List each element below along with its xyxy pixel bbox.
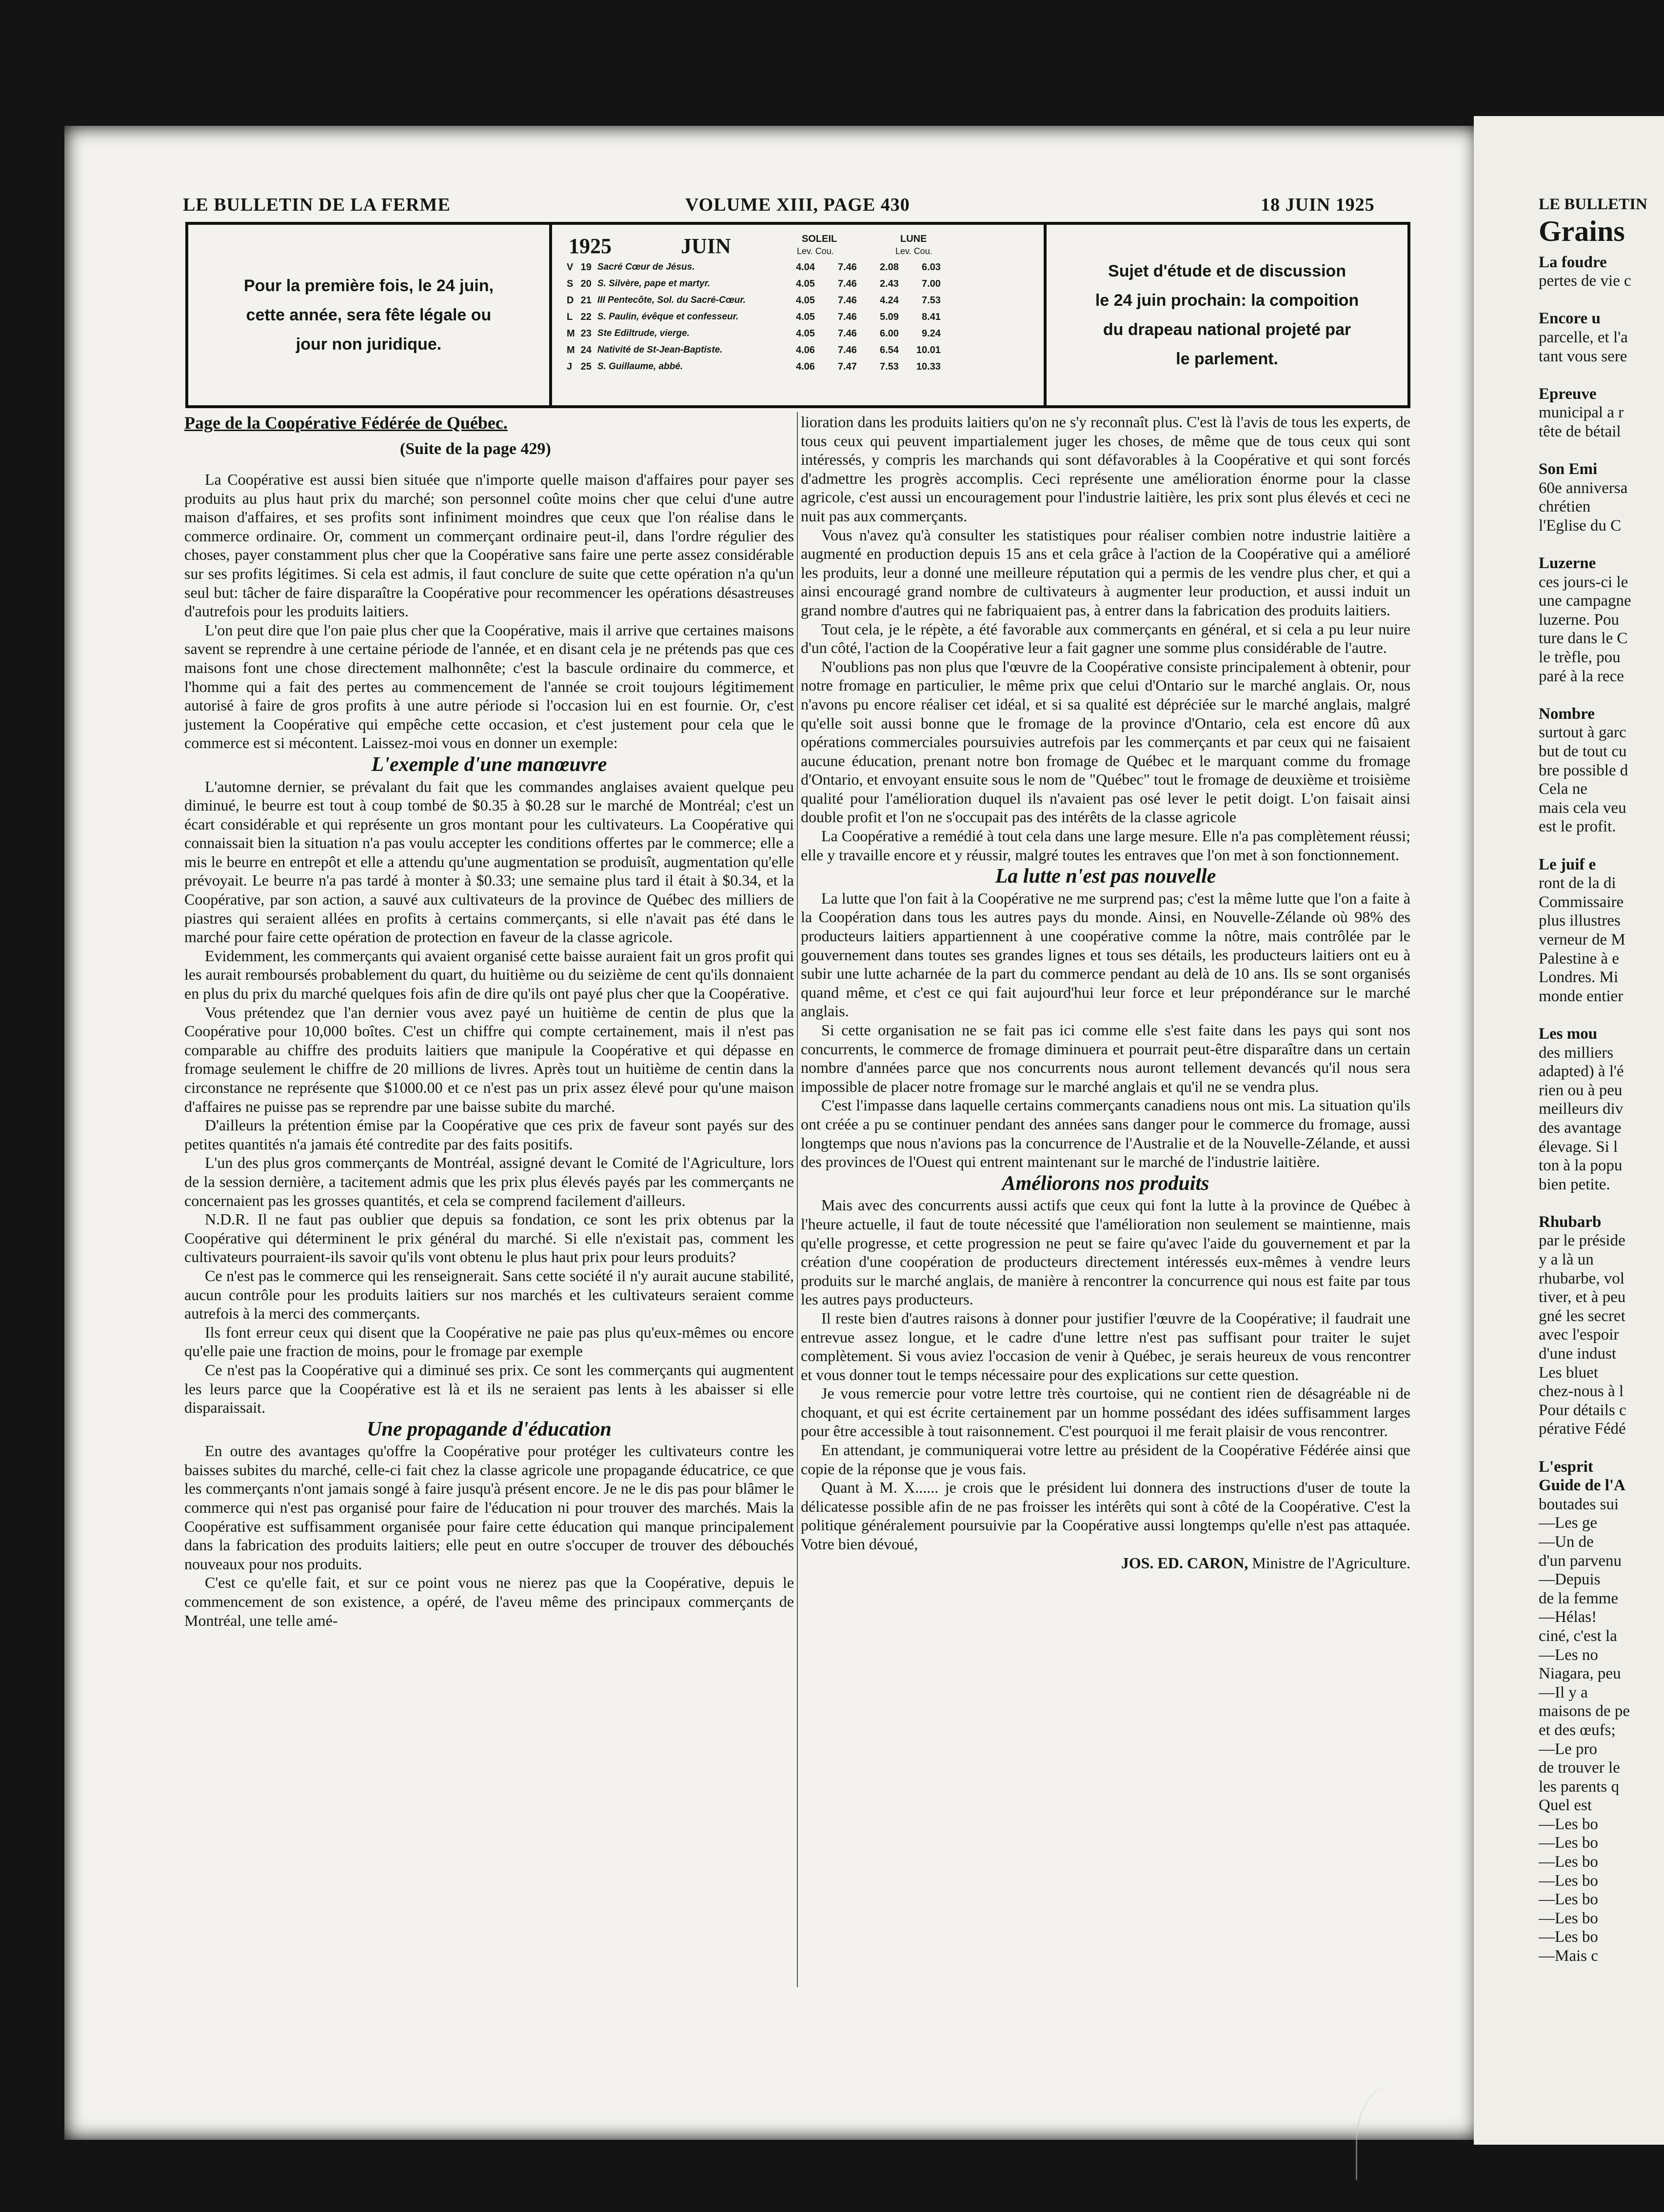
section-title: Page de la Coopérative Fédérée de Québec. <box>184 413 508 433</box>
moonset: 10.33 <box>916 361 941 372</box>
calendar-row <box>564 276 944 292</box>
header-volume-page: VOLUME XIII, PAGE 430 <box>685 195 910 215</box>
paragraph: N.D.R. Il ne faut pas oublier que depuis sa fondation, ce sont les prix obtenus par la Coopérative qui déterminent le prix général du marché. Si elle n'existait pas, comment les cultivateurs pourraient-ils savoir qu'ils vont obtenu le plus haut prix pour leurs produits? <box>184 1210 794 1266</box>
adjacent-line: —Les bo <box>1539 1872 1598 1890</box>
sunrise: 4.04 <box>795 261 815 273</box>
paragraph: L'un des plus gros commerçants de Montréal, assigné devant le Comité de l'Agriculture, lors de la session dernière, a tacitement admis que les prix plus élevés payés par les commerçants ne concernaient pas les grosses quantités, et cela se comprend facilement d'ailleurs. <box>184 1154 794 1209</box>
article-column-2 <box>801 413 1410 1572</box>
sunset: 7.46 <box>837 328 857 339</box>
moon-header: LUNE <box>900 234 927 244</box>
calendar-day: 21 <box>580 295 592 306</box>
paragraph: Ce n'est pas le commerce qui les renseignerait. Sans cette société il n'y aurait aucune stabilité, aucun contrôle pour les produits laitiers sur nos marchés et les cultivateurs seraient comme autrefois à la merci des commerçants. <box>184 1266 794 1323</box>
adjacent-line: pérative Fédé <box>1539 1420 1626 1438</box>
notice-line: cette année, sera fête légale ou <box>246 306 492 324</box>
adjacent-line: La foudre <box>1539 253 1607 271</box>
adjacent-line: tant vous sere <box>1539 347 1627 365</box>
adjacent-line: Nombre <box>1539 705 1595 723</box>
sun-subheader: Lev. Cou. <box>797 246 834 256</box>
paragraph: Vous n'avez qu'à consulter les statistiques pour réaliser combien notre industrie laitière a augmenté en production depuis 15 ans et cela grâce à l'action de la Coopérative qui a amélioré les produits, leur a donné une meilleure réputation qui a permis de les vendre plus cher, et qui a ainsi encouragé grand nombre de cultivateurs à augmenter leur production, et aussi induit un grand nombre d'autres qui ne fabriquaient pas, à entrer dans la fabrication des produits laitiers. <box>801 526 1410 619</box>
adjacent-line: 60e anniversa <box>1539 479 1628 497</box>
signature <box>801 1554 1410 1573</box>
adjacent-line: d'une indust <box>1539 1345 1617 1363</box>
sunrise: 4.05 <box>795 328 815 339</box>
adjacent-line <box>1539 366 1664 385</box>
adjacent-line <box>1539 1194 1664 1213</box>
adjacent-line: Cela ne <box>1539 780 1587 798</box>
adjacent-line: des avantage <box>1539 1119 1622 1137</box>
sunset: 7.46 <box>837 278 857 289</box>
adjacent-line: —Les ge <box>1539 1514 1598 1532</box>
paragraph: Mais avec des concurrents aussi actifs que ceux qui font la lutte à la province de Québec à l'heure actuelle, il faut de toute nécessité que l'amélioration non seulement se maintienne, mais qu'elle progresse, et cette progression ne peut se faire qu'avec l'aide du gouvernement et par la création d'une coopération de producteurs directement intéressés eux-mêmes à vendre leurs produits sur le marché anglais, de manière à rencontrer la concurrence qui nous est faite par tous les autres pays producteurs. <box>801 1196 1410 1308</box>
adjacent-line: y a là un <box>1539 1251 1594 1269</box>
adjacent-line: Les mou <box>1539 1025 1598 1043</box>
calendar-row <box>564 292 944 309</box>
sunset: 7.46 <box>837 295 857 306</box>
paragraph: L'automne dernier, se prévalant du fait que les commandes anglaises avaient quelque peu diminué, le beurre est tout à coup tombé de $0.35 à $0.28 sur le marché de Montréal; c'est un écart considérable et qui représente un gros montant pour les cultivateurs. La Coopérative qui connaissait bien la situation n'a pas voulu accepter les conditions offertes par le commerce; elle a mis le beurre en entrepôt et elle a attendu qu'une augmentation se produisît, augmentation qu'elle prévoyait. Le beurre n'a pas tardé à monter à $0.33; une semaine plus tard il était à $0.34, et la Coopérative, par son action, a sauvé aux cultivateurs de la province de Québec des milliers de piastres qui seraient allées en profits à certains commerçants, si elle n'avait pas été dans le marché pour faire cette opération de protection en faveur de la classe agricole. <box>184 777 794 946</box>
header-date: 18 JUIN 1925 <box>1261 195 1375 215</box>
adjacent-line <box>1539 836 1664 855</box>
info-box <box>185 222 1410 408</box>
moonset: 9.24 <box>921 328 941 339</box>
notice-line: Sujet d'étude et de discussion <box>1108 262 1346 280</box>
notice-line: du drapeau national projeté par <box>1103 320 1351 339</box>
adjacent-page-text <box>1539 195 1664 1966</box>
calendar-day: 22 <box>580 311 592 322</box>
adjacent-line: les parents q <box>1539 1778 1619 1796</box>
paragraph: Ce n'est pas la Coopérative qui a diminué ses prix. Ce sont les commerçants qui augmentent les leurs parce que la Coopérative est là et ils ne seraient pas lents à les abaisser si elle disparaissait. <box>184 1361 794 1417</box>
adjacent-line: Rhubarb <box>1539 1213 1602 1231</box>
paragraph: Il reste bien d'autres raisons à donner pour justifier l'œuvre de la Coopérative; il faudrait une entrevue assez longue, et le cadre d'une lettre n'est pas suffisant pour traiter le sujet complètement. Si vous aviez l'occasion de venir à Québec, je serais heureux de vous rencontrer et vous donner tout le temps nécessaire pour des explications sur cette question. <box>801 1309 1410 1383</box>
adjacent-line: Encore u <box>1539 310 1601 328</box>
calendar-day: 23 <box>580 328 592 339</box>
adjacent-line: Epreuve <box>1539 385 1597 403</box>
adjacent-line: adapted) à l'é <box>1539 1063 1624 1081</box>
adjacent-line: Niagara, peu <box>1539 1665 1621 1683</box>
adjacent-title: Grains <box>1539 215 1625 247</box>
running-header <box>183 194 1407 214</box>
adjacent-line: —Un de <box>1539 1533 1594 1551</box>
notice-line: jour non juridique. <box>296 335 442 354</box>
paragraph: La Coopérative est aussi bien située que n'importe quelle maison d'affaires pour payer ses produits au plus haut prix du marché; son personnel coûte moins cher que celui d'une autre maison d'affaires, et ses profits sont infiniment moindres que ceux que l'on réalise dans le commerce ordinaire. Or, comment un commerçant ordinaire peut-il, dans l'ordre régulier des choses, payer constamment plus cher que la Coopérative sans faire une perte assez considérable sur ses profits légitimes. Si cela est admis, il faut conclure de suite que cette opération n'a qu'un seul but: tâcher de faire disparaître la Coopérative pour recommencer les opérations désastreuses d'autrefois pour les produits laitiers. <box>184 471 794 620</box>
adjacent-line: but de tout cu <box>1539 743 1627 761</box>
sun-header: SOLEIL <box>802 234 837 244</box>
adjacent-line <box>1539 441 1664 460</box>
calendar-weekday: L <box>567 311 573 322</box>
adjacent-line: chrétien <box>1539 498 1591 516</box>
adjacent-line: —Il y a <box>1539 1683 1588 1701</box>
adjacent-line: Son Emi <box>1539 460 1598 478</box>
paragraph: D'ailleurs la prétention émise par la Coopérative que ces prix de faveur sont payés sur des petites quantités n'a jamais été contredite par des faits positifs. <box>184 1116 794 1153</box>
paragraph: Je vous remercie pour votre lettre très courtoise, qui ne contient rien de désagréable ni de choquant, et qui est écrite certainement par un homme possédant des idées suffisamment larges pour être accessible à tout raisonnement. C'est pourquoi il me ferait plaisir de vous rencontrer. <box>801 1384 1410 1440</box>
adjacent-line <box>1539 686 1664 705</box>
subheading: Une propagande d'éducation <box>367 1418 612 1441</box>
sunset: 7.46 <box>837 344 857 356</box>
calendar-day: 24 <box>580 344 592 356</box>
calendar-row <box>564 259 944 276</box>
sunrise: 4.05 <box>795 278 815 289</box>
paragraph: Ils font erreur ceux qui disent que la Coopérative ne paie pas plus qu'eux-mêmes ou encore qu'elle paie une fraction de moins, pour le fromage par exemple <box>184 1323 794 1360</box>
continued-note: (Suite de la page 429) <box>400 440 551 458</box>
adjacent-header: LE BULLETIN <box>1539 196 1647 213</box>
adjacent-line: ture dans le C <box>1539 630 1628 648</box>
calendar-row <box>564 342 944 358</box>
calendar-feast: S. Guillaume, abbé. <box>597 361 683 372</box>
adjacent-line: Les bluet <box>1539 1363 1598 1382</box>
paragraph: Evidemment, les commerçants qui avaient organisé cette baisse auraient fait un gros profit qui les aurait remboursés probablement du quart, du huitième ou du seizième de cent qu'ils donnaient en plus du prix du marché quelques fois afin de dire qu'ils ont payé plus cher que la Coopérative. <box>184 947 794 1003</box>
adjacent-line: ces jours-ci le <box>1539 573 1628 591</box>
adjacent-line: —Les no <box>1539 1646 1598 1664</box>
adjacent-line: —Le pro <box>1539 1740 1598 1758</box>
adjacent-line: Quel est <box>1539 1797 1592 1815</box>
moonset: 8.41 <box>921 311 941 322</box>
adjacent-line: monde entier <box>1539 987 1624 1005</box>
adjacent-line <box>1539 291 1664 310</box>
adjacent-line: pertes de vie c <box>1539 272 1631 290</box>
adjacent-line: Commissaire <box>1539 893 1624 911</box>
adjacent-line: Londres. Mi <box>1539 968 1619 987</box>
paragraph: C'est ce qu'elle fait, et sur ce point vous ne nierez pas que la Coopérative, depuis le commencement de son existence, a opéré, de l'aveu même des principaux commerçants de Montréal, une telle amé- <box>184 1574 794 1629</box>
calendar-weekday: S <box>567 278 574 289</box>
calendar-feast: S. Silvère, pape et martyr. <box>597 278 711 289</box>
adjacent-line <box>1539 535 1664 554</box>
calendar-row <box>564 358 944 375</box>
adjacent-line: ton à la popu <box>1539 1157 1623 1175</box>
moon-subheader: Lev. Cou. <box>895 246 932 256</box>
calendar-weekday: J <box>567 361 573 372</box>
adjacent-line: avec l'espoir <box>1539 1326 1619 1344</box>
adjacent-line: bre possible d <box>1539 761 1628 779</box>
adjacent-line: Luzerne <box>1539 554 1596 573</box>
adjacent-line: élevage. Si l <box>1539 1138 1618 1156</box>
sunset: 7.46 <box>837 311 857 322</box>
subheading: L'exemple d'une manœuvre <box>371 753 607 776</box>
article-column-1 <box>184 470 794 1630</box>
adjacent-line: verneur de M <box>1539 930 1625 948</box>
adjacent-line: municipal a r <box>1539 404 1624 422</box>
adjacent-line: boutades sui <box>1539 1495 1619 1513</box>
calendar-feast: S. Paulin, évêque et confesseur. <box>597 312 739 322</box>
moonrise: 4.24 <box>879 295 899 306</box>
adjacent-line: —Les bo <box>1539 1853 1598 1871</box>
paragraph: Si cette organisation ne se fait pas ici comme elle s'est faite dans les pays qui sont nos concurrents, le commerce de fromage diminuera et pourrait peut-être disparaître dans un certain nombre d'années parce que nos concurrents nous auront tellement devancés qu'il nous sera impossible de placer notre fromage sur le marché anglais et qu'il ne se vendra plus. <box>801 1021 1410 1095</box>
calendar-feast: Sacré Cœur de Jésus. <box>597 262 695 272</box>
moonset: 7.53 <box>921 295 941 306</box>
paragraph: La lutte que l'on fait à la Coopérative ne me surprend pas; c'est la même lutte que l'on a faite à la Coopération dans tous les autres pays du monde. Ainsi, en Nouvelle-Zélande où 98% des producteurs laitiers appartiennent à une coopérative comme la nôtre, mais contrôlée par le gouvernement dans toutes ses grandes lignes et tous ses détails, les producteurs laitiers ont eu à subir une lutte acharnée de la part du commerce pendant au delà de 10 ans. Ils se sont organisés quand même, et c'est ce qui fait aujourd'hui leur force et leur prépondérance sur le marché anglais. <box>801 889 1410 1020</box>
adjacent-line: des milliers <box>1539 1044 1614 1062</box>
adjacent-line: de la femme <box>1539 1589 1619 1607</box>
calendar-row <box>564 325 944 342</box>
adjacent-line: bien petite. <box>1539 1175 1610 1193</box>
calendar-month: JUIN <box>681 234 731 258</box>
moonrise: 5.09 <box>879 311 899 322</box>
notice-line: le 24 juin prochain: la compoition <box>1095 291 1359 310</box>
calendar-row <box>564 309 944 325</box>
adjacent-line: —Depuis <box>1539 1571 1601 1589</box>
adjacent-line: rhubarbe, vol <box>1539 1269 1624 1287</box>
sunset: 7.46 <box>837 261 857 273</box>
calendar-day: 19 <box>580 261 592 273</box>
adjacent-line: ciné, c'est la <box>1539 1627 1617 1645</box>
calendar-weekday: M <box>567 328 575 339</box>
notice-line: Pour la première fois, le 24 juin, <box>243 276 494 295</box>
adjacent-line: —Hélas! <box>1539 1608 1597 1626</box>
sunrise: 4.06 <box>795 344 815 356</box>
calendar-feast: Ste Ediltrude, vierge. <box>597 328 690 338</box>
paragraph: lioration dans les produits laitiers qu'on ne s'y reconnaît plus. C'est là l'avis de tous les experts, de tous ceux qui peuvent impartialement juger les choses, de même que de tous ceux qui sont intéressés, y compris les marchands qui sont défavorables à la Coopérative et qui sont forcés d'admettre les progrès accomplis. Ceci représente une amélioration énorme pour la classe agricole, c'est aussi un encouragement pour l'industrie laitière, les prix sont plus élevés et ceci ne nuit pas aux commerçants. <box>801 413 1410 525</box>
subheading: Améliorons nos produits <box>1002 1172 1209 1195</box>
adjacent-line: maisons de pe <box>1539 1702 1630 1720</box>
adjacent-line: rien ou à peu <box>1539 1081 1623 1099</box>
adjacent-line: le trèfle, pou <box>1539 649 1621 667</box>
adjacent-line: d'un parvenu <box>1539 1552 1622 1570</box>
adjacent-line: —Les bo <box>1539 1815 1598 1833</box>
adjacent-line <box>1539 1006 1664 1025</box>
sunrise: 4.05 <box>795 311 815 322</box>
calendar-day: 25 <box>580 361 592 372</box>
moonrise: 7.53 <box>879 361 899 372</box>
adjacent-line: Guide de l'A <box>1539 1477 1625 1495</box>
moonrise: 2.08 <box>879 261 899 273</box>
adjacent-line: parcelle, et l'a <box>1539 328 1628 346</box>
adjacent-line: Palestine à e <box>1539 949 1619 968</box>
moonrise: 6.54 <box>879 344 899 356</box>
adjacent-line: Le juif e <box>1539 855 1596 873</box>
paragraph: Tout cela, je le répète, a été favorable aux commerçants en général, et si cela a pu leur nuire d'un côté, l'action de la Coopérative leur a fait gagner une somme plus considérable de l'autre. <box>801 620 1410 657</box>
adjacent-line: de trouver le <box>1539 1759 1620 1777</box>
adjacent-line: paré à la rece <box>1539 667 1624 685</box>
adjacent-line: —Les bo <box>1539 1891 1598 1909</box>
paragraph: Quant à M. X...... je crois que le président lui donnera des instructions d'user de toute la délicatesse possible afin de ne pas froisser les intérêts qui sont à côté de la Coopérative. C'est la politique généralement poursuivie par la Coopérative aussi longtemps qu'elle n'est pas attaquée. Votre bien dévoué, <box>801 1479 1410 1553</box>
header-publication: LE BULLETIN DE LA FERME <box>183 195 451 215</box>
paragraph: En attendant, je communiquerai votre lettre au président de la Coopérative Fédérée ainsi que copie de la réponse que je vous fais. <box>801 1441 1410 1478</box>
signature-title: Ministre de l'Agriculture. <box>1248 1554 1410 1572</box>
sunrise: 4.05 <box>795 295 815 306</box>
moonset: 10.01 <box>916 344 941 356</box>
column-rule <box>797 412 798 1987</box>
calendar-weekday: D <box>567 295 574 306</box>
subheading: La lutte n'est pas nouvelle <box>995 865 1216 888</box>
adjacent-line: gné les secret <box>1539 1307 1625 1325</box>
moonset: 6.03 <box>921 261 941 273</box>
notice-holiday <box>188 225 552 405</box>
notice-line: le parlement. <box>1176 350 1278 368</box>
adjacent-line: chez-nous à l <box>1539 1382 1624 1401</box>
adjacent-line: surtout à garc <box>1539 724 1626 742</box>
calendar-feast: Nativité de St-Jean-Baptiste. <box>597 345 723 355</box>
adjacent-line <box>1539 1439 1664 1458</box>
adjacent-line: tiver, et à peu <box>1539 1288 1626 1306</box>
adjacent-line: l'Eglise du C <box>1539 516 1622 534</box>
adjacent-line: par le préside <box>1539 1232 1625 1250</box>
moonrise: 2.43 <box>879 278 899 289</box>
calendar-year: 1925 <box>569 234 612 258</box>
paragraph: En outre des avantages qu'offre la Coopérative pour protéger les cultivateurs contre les baisses subites du marché, celle-ci fait chez la classe agricole une propagande éducatrice, ce que les commerçants n'ont jamais songé à faire jusqu'à présent encore. Je ne le dis pas pour blâmer le commerce qui n'est pas organisé pour faire de l'éducation ni pour trouver des marchés. Mais la Coopérative est suffisamment organisée pour faire cette éducation qui manque principalement dans la fabrication des produits laitiers; elle peut en outre s'occuper de trouver des débouchés nouveaux pour nos produits. <box>184 1442 794 1573</box>
adjacent-line: Pour détails c <box>1539 1401 1626 1419</box>
sunrise: 4.06 <box>795 361 815 372</box>
adjacent-line: plus illustres <box>1539 912 1621 930</box>
calendar-table <box>564 259 944 375</box>
adjacent-line: —Les bo <box>1539 1909 1598 1927</box>
adjacent-line: —Les bo <box>1539 1834 1598 1852</box>
notice-flag-study <box>1044 225 1407 405</box>
adjacent-line: —Mais c <box>1539 1947 1598 1965</box>
moonrise: 6.00 <box>879 328 899 339</box>
paragraph: C'est l'impasse dans laquelle certains commerçants canadiens nous ont mis. La situation qu'ils ont créée a pu se continuer pendant des années sans danger pour le commerce du fromage, aussi longtemps que nous n'avions pas la concurrence de l'Australie et de la Nouvelle-Zélande, et aussi des provinces de l'Ouest qui entrent maintenant sur le marché de l'industrie laitière. <box>801 1096 1410 1171</box>
almanac-calendar <box>559 230 1037 400</box>
adjacent-line: —Les bo <box>1539 1928 1598 1946</box>
paragraph: N'oublions pas non plus que l'œuvre de la Coopérative consiste principalement à obtenir, pour notre fromage en particulier, le même prix que celui d'Ontario sur le marché anglais. Or, nous n'avons pu encore réaliser cet idéal, et si sa qualité est dépréciée sur le marché anglais, malgré qu'elle soit aussi bonne que le fromage de la province d'Ontario, cela est encore dû aux opérations commerciales poursuivies autrefois par les commerçants et par ceux qui ne faisaient aucune éducation, prenant notre bon fromage de Québec et le marquant comme du fromage d'Ontario, et envoyant ensuite sous le nom de "Québec" tout le fromage de deuxième et troisième qualité pour l'amélioration duquel ils n'avaient pas osé lever le petit doigt. L'on faisait ainsi double profit et l'on ne s'occupait pas des intérêts de la classe agricole <box>801 657 1410 826</box>
adjacent-line: luzerne. Pou <box>1539 611 1619 629</box>
paragraph: La Coopérative a remédié à tout cela dans une large mesure. Elle n'a pas complètement réussi; elle y travaille encore et y réussir, malgré toutes les entraves que l'on met à son fonctionnement. <box>801 827 1410 864</box>
moonset: 7.00 <box>921 278 941 289</box>
adjacent-line: une campagne <box>1539 592 1631 610</box>
sunset: 7.47 <box>837 361 857 372</box>
adjacent-line: tête de bétail <box>1539 422 1621 440</box>
paragraph: Vous prétendez que l'an dernier vous avez payé un huitième de centin de plus que la Coopérative pour 10,000 boîtes. C'est un chiffre qui compte certainement, mais il n'est pas comparable au chiffre des produits laitiers que manipule la Coopérative et qui dépasse en fromage seulement le chiffre de 20 millions de livres. Après tout un huitième de centin dans la circonstance ne représente que $1000.00 et ce n'est pas un prix assez élevé pour qu'une maison d'affaires ne puisse pas se reprendre par une baisse subite du marché. <box>184 1003 794 1115</box>
calendar-weekday: M <box>567 344 575 356</box>
calendar-feast: III Pentecôte, Sol. du Sacré-Cœur. <box>597 295 746 305</box>
adjacent-line: mais cela veu <box>1539 799 1626 817</box>
adjacent-line: L'esprit <box>1539 1458 1593 1476</box>
adjacent-line: meilleurs div <box>1539 1100 1624 1118</box>
calendar-weekday: V <box>567 261 574 273</box>
adjacent-line: et des œufs; <box>1539 1721 1616 1739</box>
adjacent-line: est le profit. <box>1539 818 1616 836</box>
signature-name: JOS. ED. CARON, <box>1121 1554 1248 1572</box>
calendar-day: 20 <box>580 278 592 289</box>
paragraph: L'on peut dire que l'on paie plus cher que la Coopérative, mais il arrive que certaines maisons savent se reprendre à une certaine période de l'année, et en disant cela je ne prétends pas que ces maisons font une chose directement malhonnête; c'est la bascule ordinaire du commerce, et l'homme qui a fait des pertes au commencement de l'année se croit toujours légitimement autorisé à faire de gros profits à une autre période si l'occasion lui en est fournie. Or, c'est justement la Coopérative qui empêche cette occasion, et c'est justement pour cela que le commerce est si mécontent. Laissez-moi vous en donner un exemple: <box>184 621 794 752</box>
adjacent-line: ront de la di <box>1539 874 1616 892</box>
